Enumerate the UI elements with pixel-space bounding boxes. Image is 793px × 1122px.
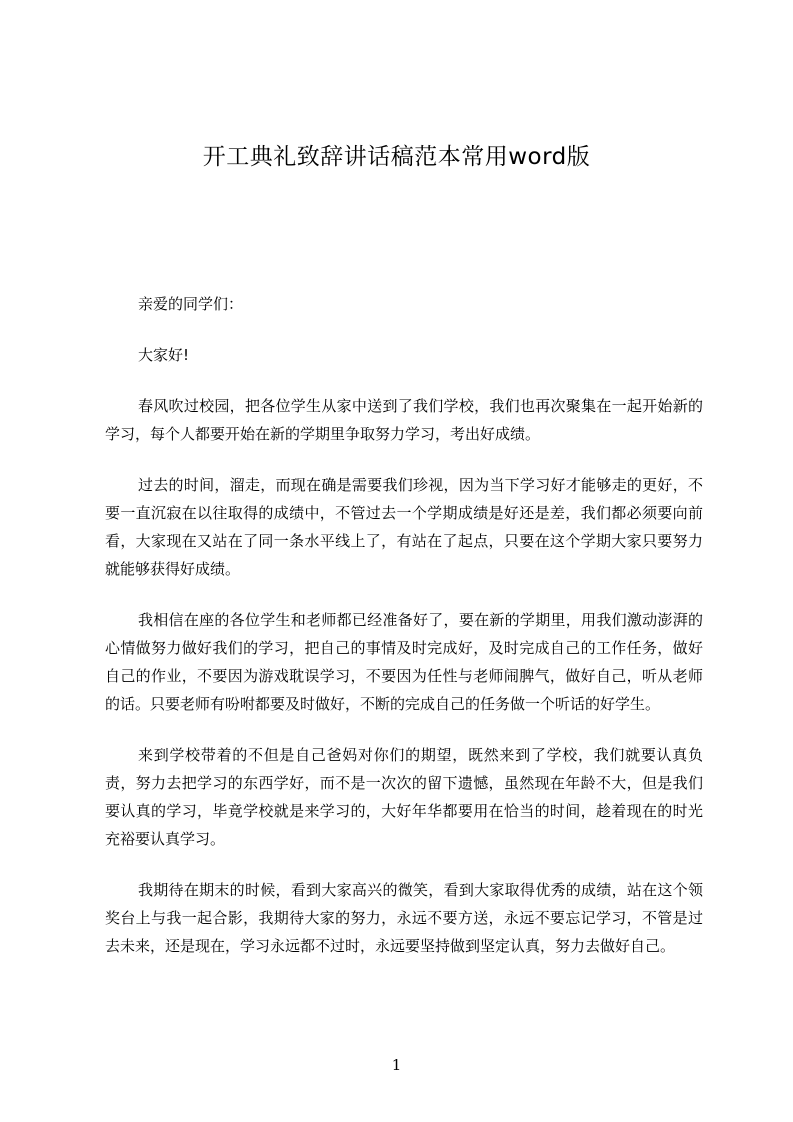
paragraph-2: 过去的时间，溜走，而现在确是需要我们珍视，因为当下学习好才能够走的更好，不要一直沉寂在以往取得的成绩中，不管过去一个学期成绩是好还是差，我们都必须要向前看，大家现在又站在了同一条水平线上了，有站在了起点，只要在这个学期大家只要努力就能够获得好成绩。 <box>105 476 703 578</box>
paragraph-3: 我相信在座的各位学生和老师都已经准备好了，要在新的学期里，用我们激动澎湃的心情做努力做好我们的学习，把自己的事情及时完成好，及时完成自己的工作任务，做好自己的作业，不要因为游戏耽误学习，不要因为任性与老师闹脾气，做好自己，听从老师的话。只要老师有吩咐都要及时做好，不断的完成自己的任务做一个听话的好学生。 <box>105 611 703 713</box>
document-title: 开工典礼致辞讲话稿范本常用word版 <box>202 144 591 170</box>
paragraph-4: 来到学校带着的不但是自己爸妈对你们的期望，既然来到了学校，我们就要认真负责，努力去把学习的东西学好，而不是一次次的留下遗憾，虽然现在年龄不大，但是我们要认真的学习，毕竟学校就是来学习的，大好年华都要用在恰当的时间，趁着现在的时光充裕要认真学习。 <box>105 746 703 848</box>
greeting: 大家好! <box>138 346 190 364</box>
salutation: 亲爱的同学们： <box>138 295 244 313</box>
page-number: 1 <box>391 1056 402 1074</box>
paragraph-1: 春风吹过校园，把各位学生从家中送到了我们学校，我们也再次聚集在一起开始新的学习，每个人都要开始在新的学期里争取努力学习，考出好成绩。 <box>105 397 703 443</box>
paragraph-5: 我期待在期末的时候，看到大家高兴的微笑，看到大家取得优秀的成绩，站在这个领奖台上与我一起合影，我期待大家的努力，永远不要方送，永远不要忘记学习，不管是过去未来，还是现在，学习永远都不过时，永远要坚持做到坚定认真，努力去做好自己。 <box>105 881 703 955</box>
document-body <box>105 290 703 983</box>
